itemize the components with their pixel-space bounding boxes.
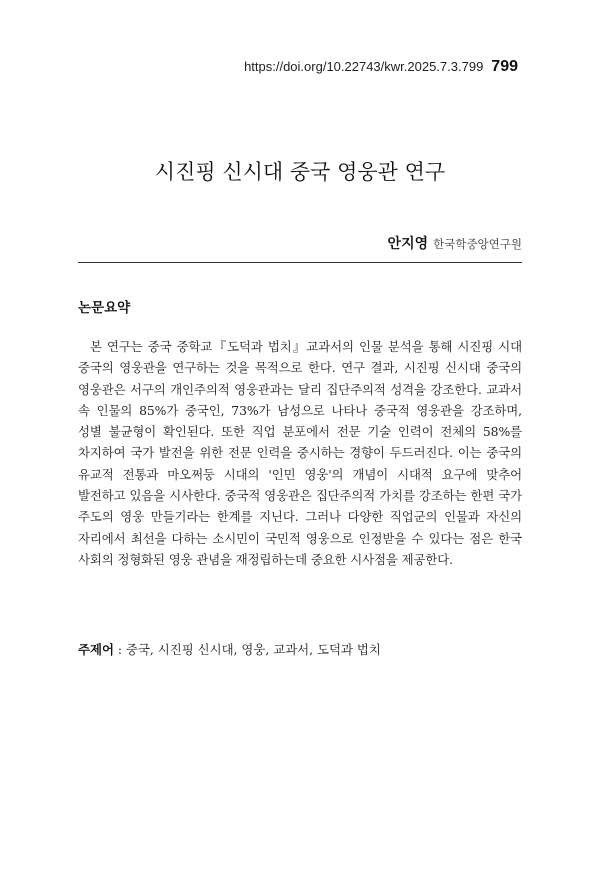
paper-title: 시진핑 신시대 중국 영웅관 연구 bbox=[154, 160, 446, 185]
abstract-heading: 논문요약 bbox=[78, 300, 131, 316]
keywords-label: 주제어 bbox=[78, 642, 114, 657]
author-name: 안지영 bbox=[387, 236, 429, 252]
author-line bbox=[388, 233, 522, 253]
keywords-list: 중국, 시진핑 신시대, 영웅, 교과서, 도덕과 법치 bbox=[125, 642, 381, 657]
author-affiliation: 한국학중앙연구원 bbox=[433, 237, 522, 251]
abstract-body: 본 연구는 중국 중학교『도덕과 법치』교과서의 인물 분석을 통해 시진핑 시대 중국의 영웅관을 연구하는 것을 목적으로 한다. 연구 결과, 시진핑 신시대 중국의 영웅관은 서구의 개인주의적 영웅관과는 달리 집단주의적 성격을 강조한다. 교과서 속 인물의 85%가 중국인, 73%가 남성으로 나타나 중국적 영웅관을 강조하며, 성별 불균형이 확인된다. 또한 직업 분포에서 전문 기술 인력이 전체의 58%를 차지하여 국가 발전을 위한 전문 인력을 중시하는 경향이 두드러진다. 이는 중국의 유교적 전통과 마오쩌둥 시대의 '인민 영웅'의 개념이 시대적 요구에 맞추어 발전하고 있음을 시사한다. 중국적 영웅관은 집단주의적 가치를 강조하는 한편 국가 주도의 영웅 만들기라는 한계를 지닌다. 그러나 다양한 직업군의 인물과 자신의 자리에서 최선을 다하는 소시민이 국민적 영웅으로 인정받을 수 있다는 점은 한국 사회의 정형화된 영웅 관념을 재정립하는데 중요한 시사점을 제공한다. bbox=[78, 339, 522, 567]
keywords-line bbox=[78, 640, 381, 658]
page-header bbox=[244, 58, 518, 76]
doi-link[interactable]: https://doi.org/10.22743/kwr.2025.7.3.799 bbox=[244, 59, 484, 74]
keywords-separator: : bbox=[113, 642, 126, 657]
header-divider bbox=[78, 262, 522, 263]
page-number: 799 bbox=[491, 58, 518, 75]
